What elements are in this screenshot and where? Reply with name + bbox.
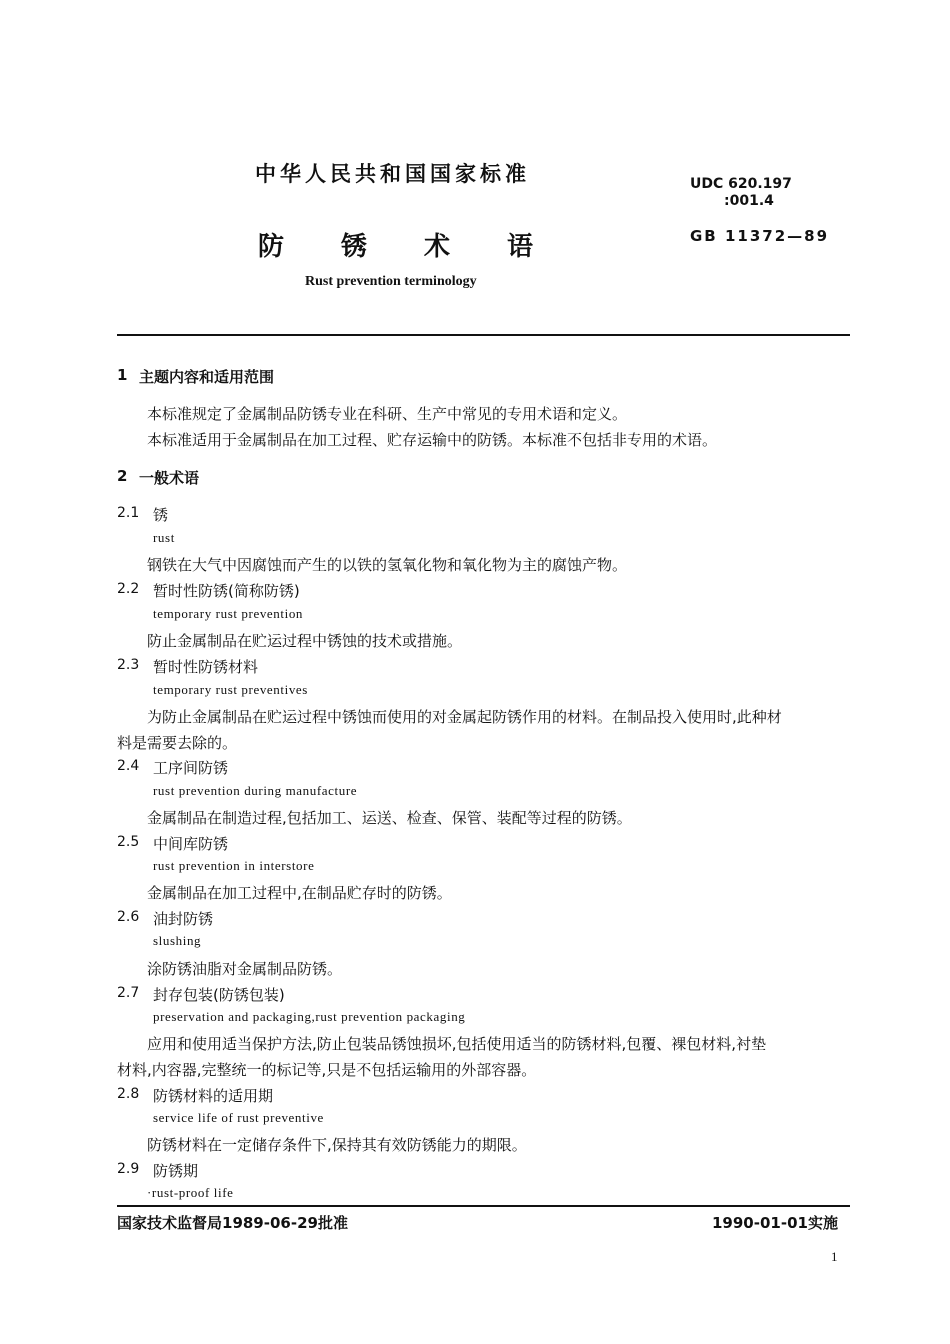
- term-chinese: 暂时性防锈材料: [153, 658, 259, 676]
- term-definition: 防止金属制品在贮运过程中锈蚀的技术或措施。: [147, 632, 463, 650]
- term-number: 2.4: [117, 758, 140, 774]
- term-chinese: 锈: [153, 506, 169, 524]
- term-definition: 金属制品在加工过程中,在制品贮存时的防锈。: [147, 884, 452, 902]
- term-chinese: 中间库防锈: [153, 835, 229, 853]
- term-number: 2.6: [117, 909, 140, 925]
- term-english: ·rust-proof life: [147, 1185, 234, 1200]
- approval-statement: 国家技术监督局1989-06-29批准: [117, 1214, 348, 1232]
- term-english: rust prevention during manufacture: [153, 783, 358, 798]
- page-number: 1: [831, 1249, 838, 1264]
- term-english: rust: [153, 530, 175, 545]
- term-chinese: 防锈期: [153, 1162, 199, 1180]
- term-chinese: 暂时性防锈(简称防锈): [153, 582, 300, 600]
- term-definition: 涂防锈油脂对金属制品防锈。: [147, 960, 343, 978]
- term-definition: 钢铁在大气中因腐蚀而产生的以铁的氢氧化物和氧化物为主的腐蚀产物。: [147, 556, 628, 574]
- term-number: 2.7: [117, 985, 140, 1001]
- section-1-title: 主题内容和适用范围: [139, 368, 275, 386]
- term-english: service life of rust preventive: [153, 1110, 324, 1125]
- term-definition: 应用和使用适当保护方法,防止包装品锈蚀损坏,包括使用适当的防锈材料,包覆、裸包材料,衬垫: [147, 1035, 767, 1053]
- udc-code-line1: UDC 620.197: [690, 176, 792, 192]
- document-title: 防锈术语: [258, 232, 591, 262]
- section-1-paragraph: 本标准适用于金属制品在加工过程、贮存运输中的防锈。本标准不包括非专用的术语。: [147, 431, 718, 449]
- term-number: 2.3: [117, 657, 140, 673]
- term-number: 2.8: [117, 1086, 140, 1102]
- term-english: preservation and packaging,rust prevention packaging: [153, 1009, 466, 1024]
- section-1-paragraph: 本标准规定了金属制品防锈专业在科研、生产中常见的专用术语和定义。: [147, 405, 628, 423]
- term-number: 2.2: [117, 581, 140, 597]
- term-definition: 金属制品在制造过程,包括加工、运送、检查、保管、装配等过程的防锈。: [147, 809, 632, 827]
- term-chinese: 油封防锈: [153, 910, 214, 928]
- term-english: temporary rust preventives: [153, 682, 308, 697]
- term-english: temporary rust prevention: [153, 606, 304, 621]
- section-1-number: 1: [117, 366, 128, 384]
- english-title: Rust prevention terminology: [305, 274, 477, 289]
- term-definition: 为防止金属制品在贮运过程中锈蚀而使用的对金属起防锈作用的材料。在制品投入使用时,此种材: [147, 708, 782, 726]
- section-2-number: 2: [117, 467, 128, 485]
- term-english: slushing: [153, 933, 202, 948]
- term-chinese: 工序间防锈: [153, 759, 229, 777]
- term-chinese: 封存包装(防锈包装): [153, 986, 285, 1004]
- standard-title: 中华人民共和国国家标准: [255, 162, 530, 186]
- term-chinese: 防锈材料的适用期: [153, 1087, 274, 1105]
- effective-date: 1990-01-01实施: [712, 1214, 838, 1232]
- term-english: rust prevention in interstore: [153, 858, 315, 873]
- section-2-title: 一般术语: [139, 469, 200, 487]
- term-number: 2.1: [117, 505, 140, 521]
- term-number: 2.5: [117, 834, 140, 850]
- term-definition-continued: 材料,内容器,完整统一的标记等,只是不包括运输用的外部容器。: [117, 1061, 537, 1079]
- term-definition: 防锈材料在一定储存条件下,保持其有效防锈能力的期限。: [147, 1136, 527, 1154]
- term-number: 2.9: [117, 1161, 140, 1177]
- term-definition-continued: 料是需要去除的。: [117, 734, 238, 752]
- udc-code-line2: :001.4: [724, 193, 774, 209]
- header-divider: [117, 334, 850, 336]
- gb-standard-code: GB 11372—89: [690, 227, 830, 245]
- footer-divider: [117, 1205, 850, 1207]
